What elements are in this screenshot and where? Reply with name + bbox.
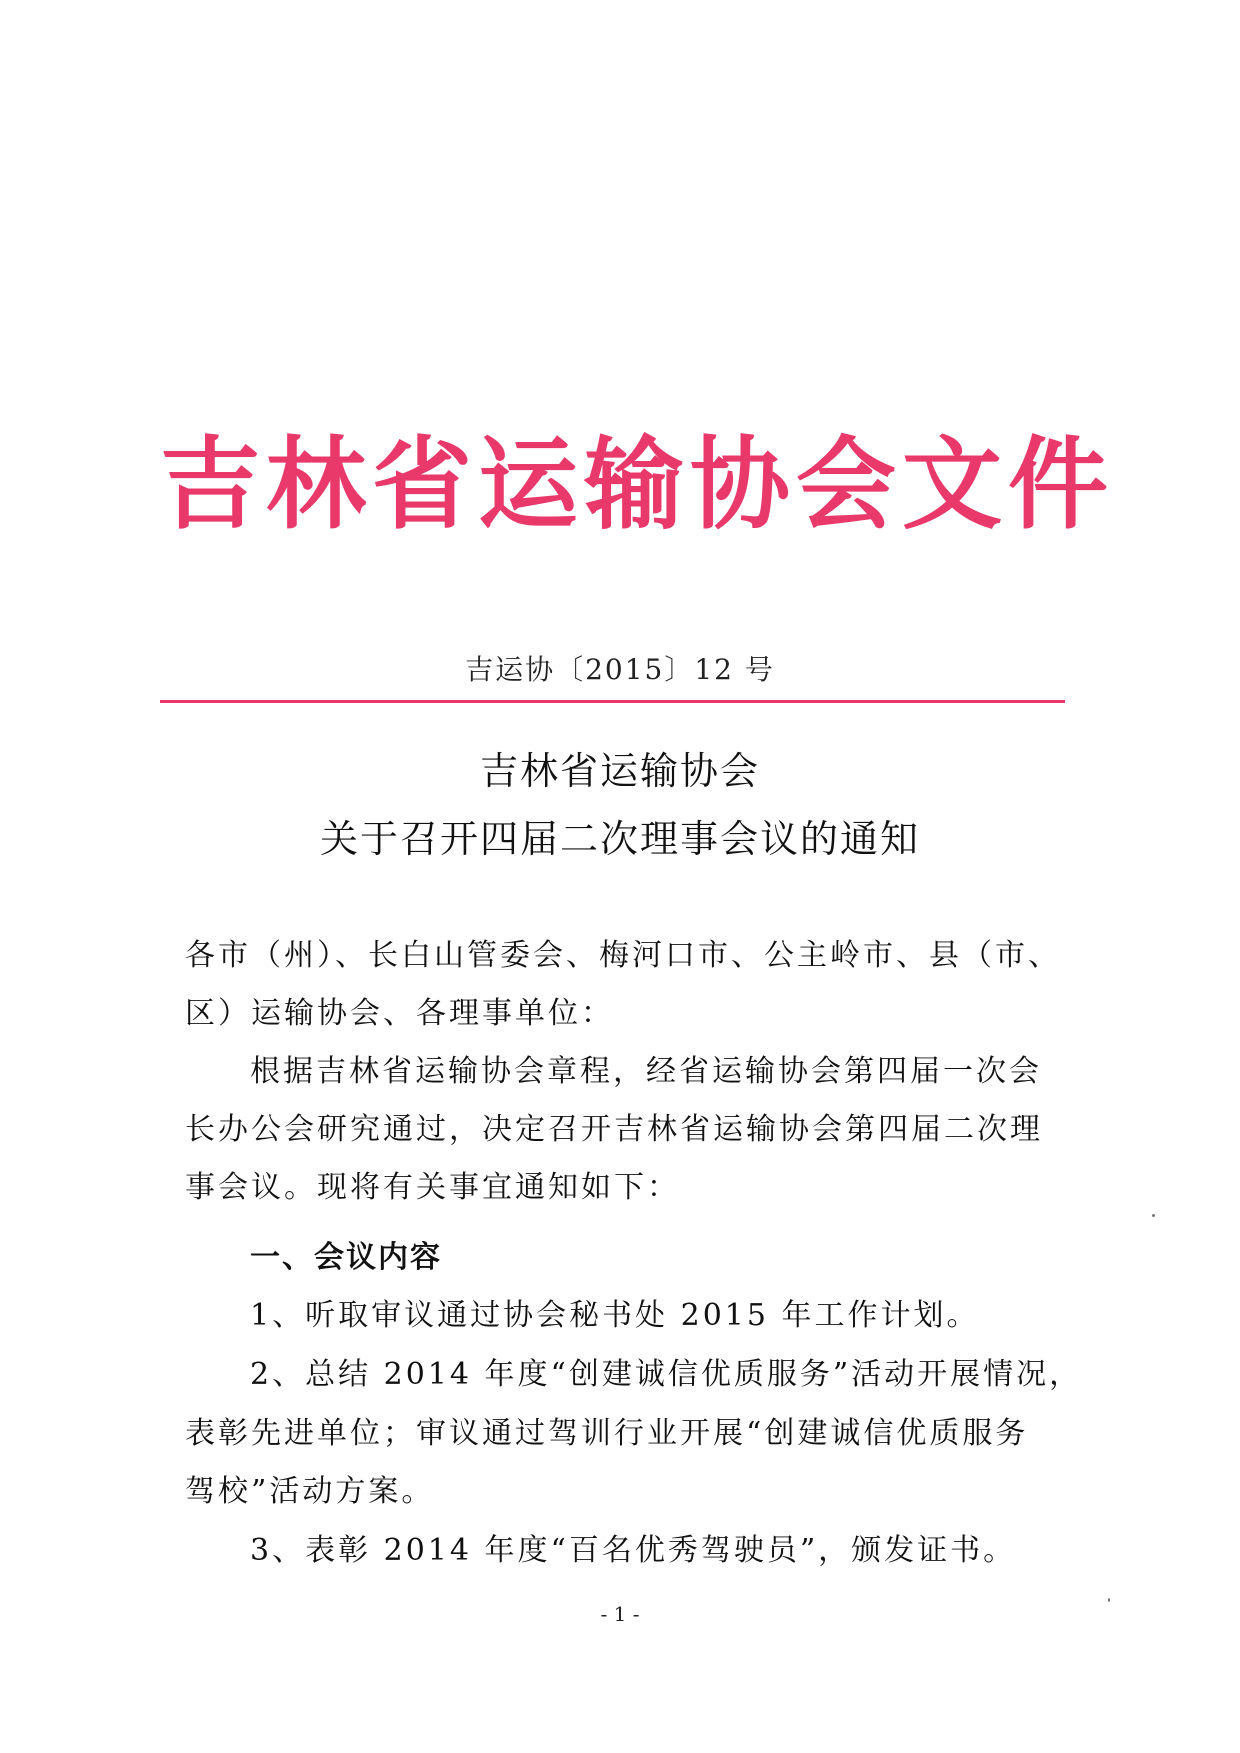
notice-title-line-2: 关于召开四届二次理事会议的通知 <box>319 817 920 861</box>
list-item-2-line-2: 表彰先进单位；审议通过驾训行业开展“创建诚信优质服务 <box>185 1416 1029 1451</box>
notice-title-line-1: 吉林省运输协会 <box>479 749 760 793</box>
red-rule-divider <box>160 700 1065 703</box>
scan-speck <box>1152 1214 1155 1217</box>
section-heading-meeting-content: 一、会议内容 <box>250 1240 442 1275</box>
list-item-2-line-1: 2、总结 2014 年度“创建诚信优质服务”活动开展情况， <box>250 1357 1083 1392</box>
document-number: 吉运协〔2015〕12 号 <box>465 653 775 686</box>
addressee-line-1: 各市（州）、长白山管委会、梅河口市、公主岭市、县（市、 <box>185 938 1061 973</box>
document-header-title: 吉林省运输协会文件 <box>160 426 1114 543</box>
page-number: - 1 - <box>600 1602 640 1626</box>
scan-speck <box>1108 1598 1110 1602</box>
intro-paragraph-line-1: 根据吉林省运输协会章程，经省运输协会第四届一次会 <box>250 1054 1042 1089</box>
list-item-2-line-3: 驾校”活动方案。 <box>185 1474 435 1509</box>
addressee-line-2: 区）运输协会、各理事单位： <box>185 996 614 1031</box>
intro-paragraph-line-3: 事会议。现将有关事宜通知如下： <box>185 1170 680 1205</box>
intro-paragraph-line-2: 长办公会研究通过，决定召开吉林省运输协会第四届二次理 <box>185 1112 1043 1147</box>
list-item-1: 1、听取审议通过协会秘书处 2015 年工作计划。 <box>250 1298 980 1333</box>
list-item-3: 3、表彰 2014 年度“百名优秀驾驶员”，颁发证书。 <box>250 1533 1017 1568</box>
